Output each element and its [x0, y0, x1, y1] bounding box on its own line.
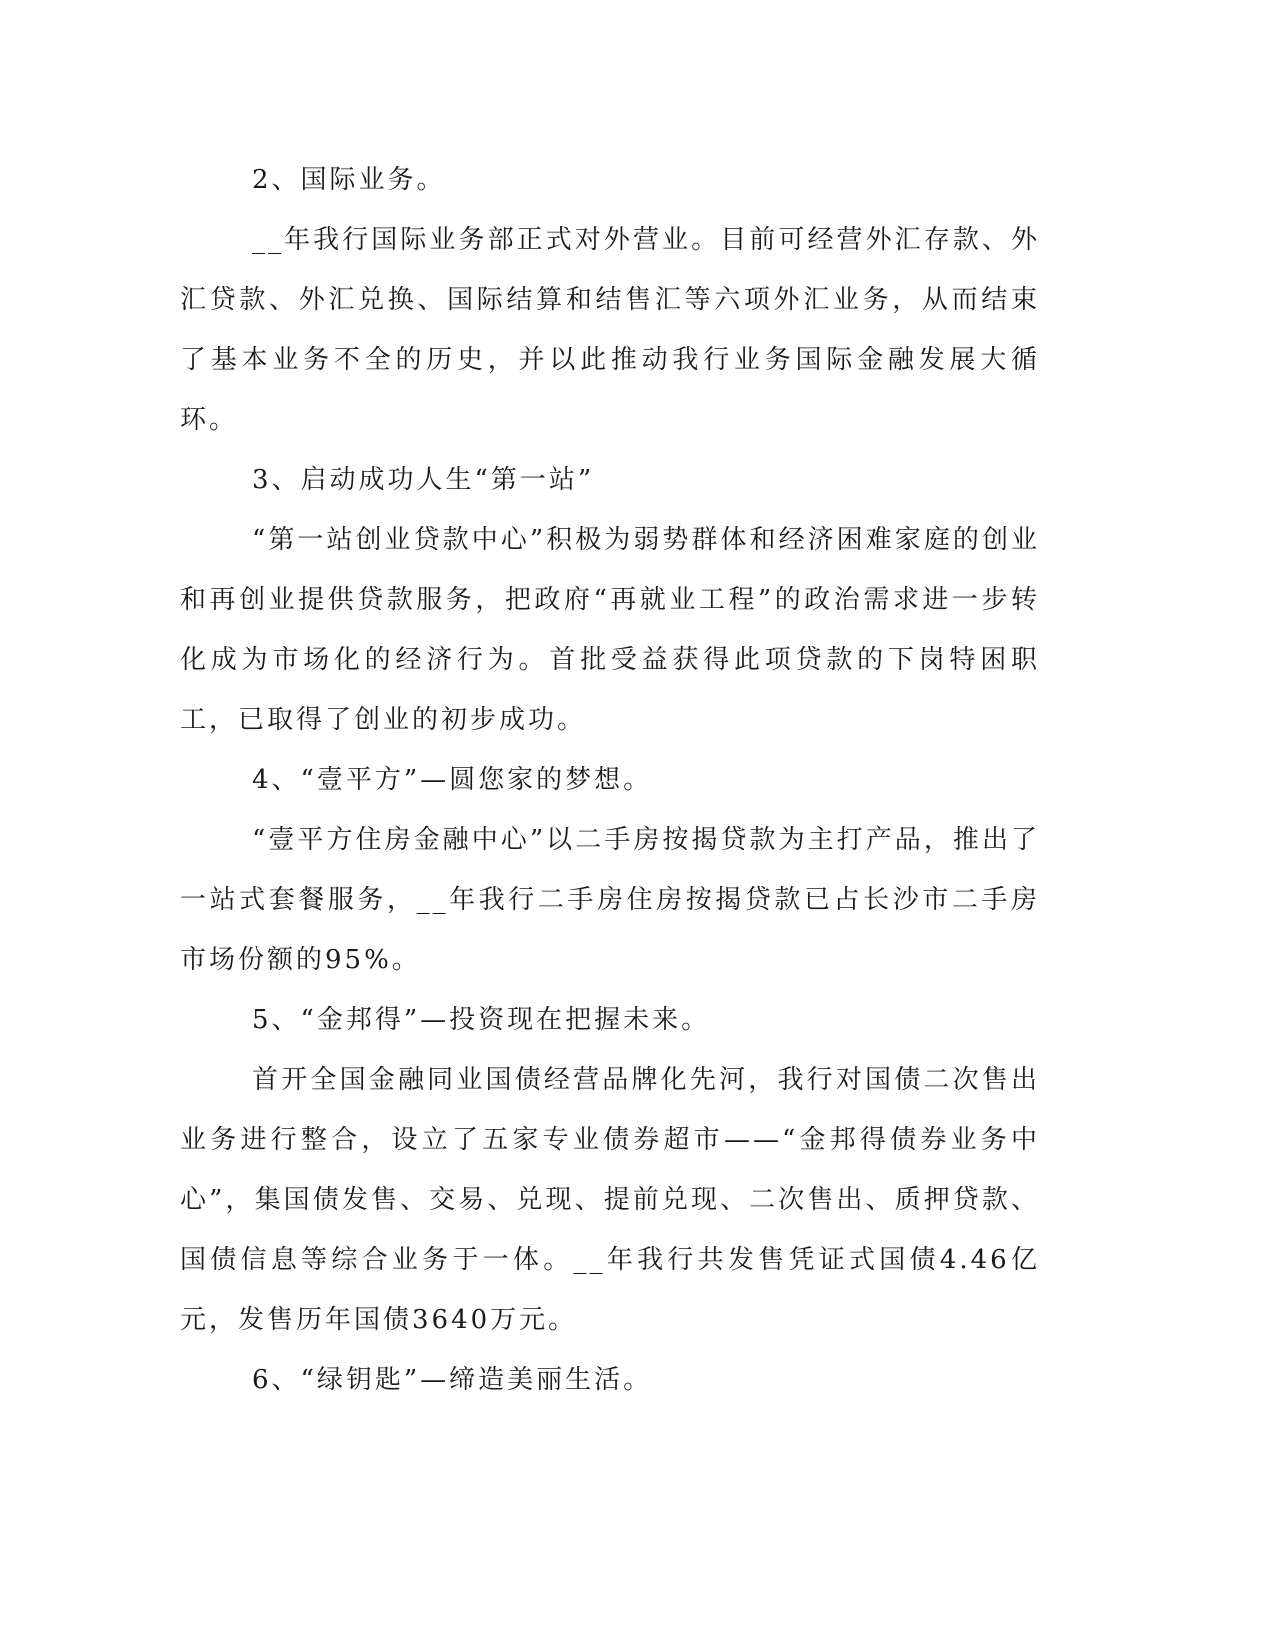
section-heading-one-square: 4、“壹平方”—圆您家的梦想。: [252, 765, 653, 795]
section-heading-first-station: 3、启动成功人生“第一站”: [252, 465, 595, 495]
document-page: [180, 150, 1040, 1410]
paragraph-one-square: “壹平方住房金融中心”以二手房按揭贷款为主打产品，推出了一站式套餐服务，__年我行二手房住房按揭贷款已占长沙市二手房市场份额的95%。: [180, 825, 1040, 975]
paragraph-first-station: “第一站创业贷款中心”积极为弱势群体和经济困难家庭的创业和再创业提供贷款服务，把政府“再就业工程”的政治需求进一步转化成为市场化的经济行为。首批受益获得此项贷款的下岗特困职工，已取得了创业的初步成功。: [180, 525, 1040, 735]
section-heading-green-key: 6、“绿钥匙”—缔造美丽生活。: [252, 1365, 653, 1395]
section-heading-jinbangde: 5、“金邦得”—投资现在把握未来。: [252, 1005, 711, 1035]
section-heading-international-business: 2、国际业务。: [252, 165, 446, 195]
paragraph-jinbangde: 首开全国金融同业国债经营品牌化先河，我行对国债二次售出业务进行整合，设立了五家专业债券超市——“金邦得债券业务中心”，集国债发售、交易、兑现、提前兑现、二次售出、质押贷款、国债信息等综合业务于一体。__年我行共发售凭证式国债4.46亿元，发售历年国债3640万元。: [180, 1065, 1040, 1335]
paragraph-international-business: __年我行国际业务部正式对外营业。目前可经营外汇存款、外汇贷款、外汇兑换、国际结算和结售汇等六项外汇业务，从而结束了基本业务不全的历史，并以此推动我行业务国际金融发展大循环。: [180, 225, 1040, 435]
